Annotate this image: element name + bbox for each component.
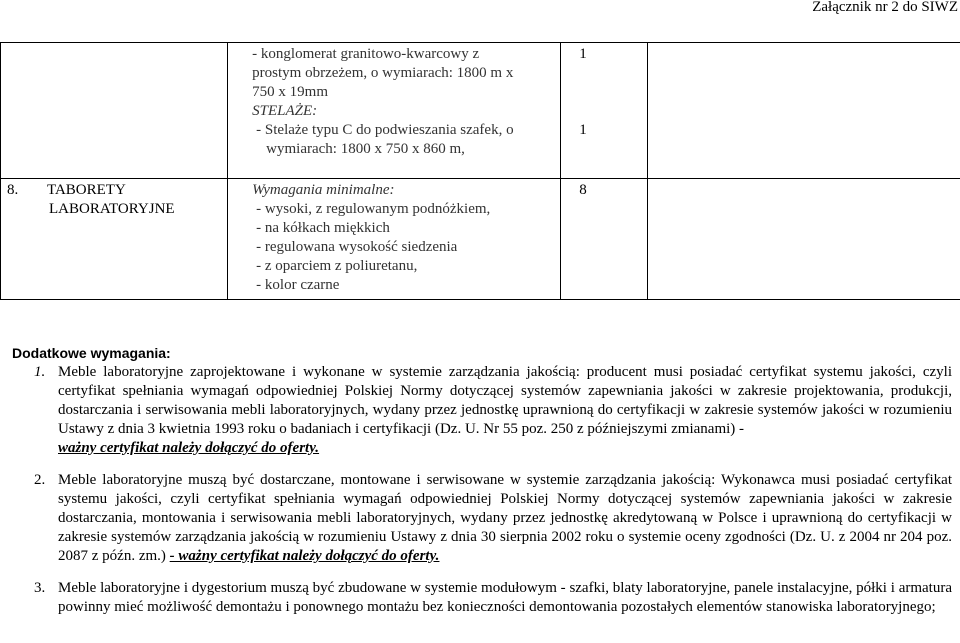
table-cell-quantity bbox=[561, 179, 648, 300]
requirement-paragraph bbox=[12, 471, 952, 566]
requirements-title: Wymagania minimalne: bbox=[252, 182, 395, 198]
description-line: prostym obrzeżem, o wymiarach: 1800 m x bbox=[252, 65, 514, 81]
table-cell-empty bbox=[648, 179, 960, 300]
specification-table bbox=[0, 42, 960, 300]
requirement-line: - na kółkach miękkich bbox=[256, 220, 390, 236]
requirement-line: - wysoki, z regulowanym podnóżkiem, bbox=[256, 201, 491, 217]
table-cell-quantity bbox=[561, 43, 648, 179]
table-cell-empty bbox=[648, 43, 960, 179]
table-cell-item bbox=[1, 179, 228, 300]
paragraph-text: Meble laboratoryjne zaprojektowane i wykonane w systemie zarządzania jakością: producent musi posiadać certyfikat systemu jakości, czyli certyfikat spełniania wymagań odpowiedniej Polskiej Normy dotyczącej systemów zapewniania jakości w zakresie projektowania, produkcji, dostarczania i serwisowania mebli laboratoryjnych, wydany przez jednostkę uprawnioną do certyfikacji w zakresie systemów jakości w rozumieniu Ustawy z dnia 3 kwietnia 1993 roku o badaniach i certyfikacji (Dz. U. Nr 55 poz. 250 z późniejszymi zmianami) - bbox=[58, 364, 952, 437]
annex-header: Załącznik nr 2 do SIWZ bbox=[812, 0, 958, 15]
quantity-value: 1 bbox=[579, 46, 587, 62]
description-line: - konglomerat granitowo-kwarcowy z bbox=[252, 46, 480, 62]
paragraph-text: Meble laboratoryjne i dygestorium muszą być zbudowane w systemie modułowym - szafki, blaty laboratoryjne, panele instalacyjne, półki i armatura powinny mieć możliwość demontażu i ponownego montażu bez konieczności demontowania pozostałych elementów stanowiska laboratoryjnego; bbox=[58, 580, 952, 615]
section-heading: Dodatkowe wymagania: bbox=[12, 345, 171, 361]
paragraph-number: 2. bbox=[34, 472, 46, 488]
item-number: 8. bbox=[7, 182, 19, 198]
description-line: - Stelaże typu C do podwieszania szafek, o bbox=[256, 122, 514, 138]
additional-requirements bbox=[12, 344, 952, 630]
description-line: wymiarach: 1800 x 750 x 860 m, bbox=[266, 141, 465, 157]
quantity-value: 1 bbox=[579, 122, 587, 138]
table-cell-item bbox=[1, 43, 228, 179]
requirement-paragraph bbox=[12, 579, 952, 617]
requirement-line: - kolor czarne bbox=[256, 277, 340, 293]
table-cell-description bbox=[228, 43, 561, 179]
requirement-line: - z oparciem z poliuretanu, bbox=[256, 258, 418, 274]
requirement-paragraph bbox=[12, 363, 952, 458]
paragraph-number: 1. bbox=[34, 364, 46, 380]
paragraph-number: 3. bbox=[34, 580, 46, 596]
paragraph-emphasis: - ważny certyfikat należy dołączyć do oferty. bbox=[169, 548, 440, 564]
requirement-line: - regulowana wysokość siedzenia bbox=[256, 239, 458, 255]
table-cell-description bbox=[228, 179, 561, 300]
section-label: STELAŻE: bbox=[252, 103, 318, 119]
paragraph-text: Meble laboratoryjne muszą być dostarczane, montowane i serwisowane w systemie zarządzania jakością: Wykonawca musi posiadać certyfikat systemu jakości, czyli certyfikat spełniania wymagań odpowiedniej Polskiej Normy dotyczącej systemów zapewniania jakości w zakresie dostarczania, montowania i serwisowania mebli laboratoryjnych, wydany przez jednostkę akredytowaną w Polsce i uprawnioną do certyfikacji w zakresie systemów zarządzania jakością w rozumieniu Ustawy z dnia 30 sierpnia 2002 roku o systemie oceny zgodności (Dz. U. z 2004 nr 204 poz. 2087 z późn. zm.) bbox=[58, 472, 952, 564]
table-row bbox=[1, 179, 960, 300]
description-line: 750 x 19mm bbox=[252, 84, 328, 100]
quantity-value: 8 bbox=[579, 182, 587, 198]
item-name: LABORATORYJNE bbox=[49, 201, 175, 217]
table-row bbox=[1, 43, 960, 179]
paragraph-emphasis: ważny certyfikat należy dołączyć do oferty. bbox=[58, 440, 320, 456]
item-name: TABORETY bbox=[47, 182, 126, 198]
